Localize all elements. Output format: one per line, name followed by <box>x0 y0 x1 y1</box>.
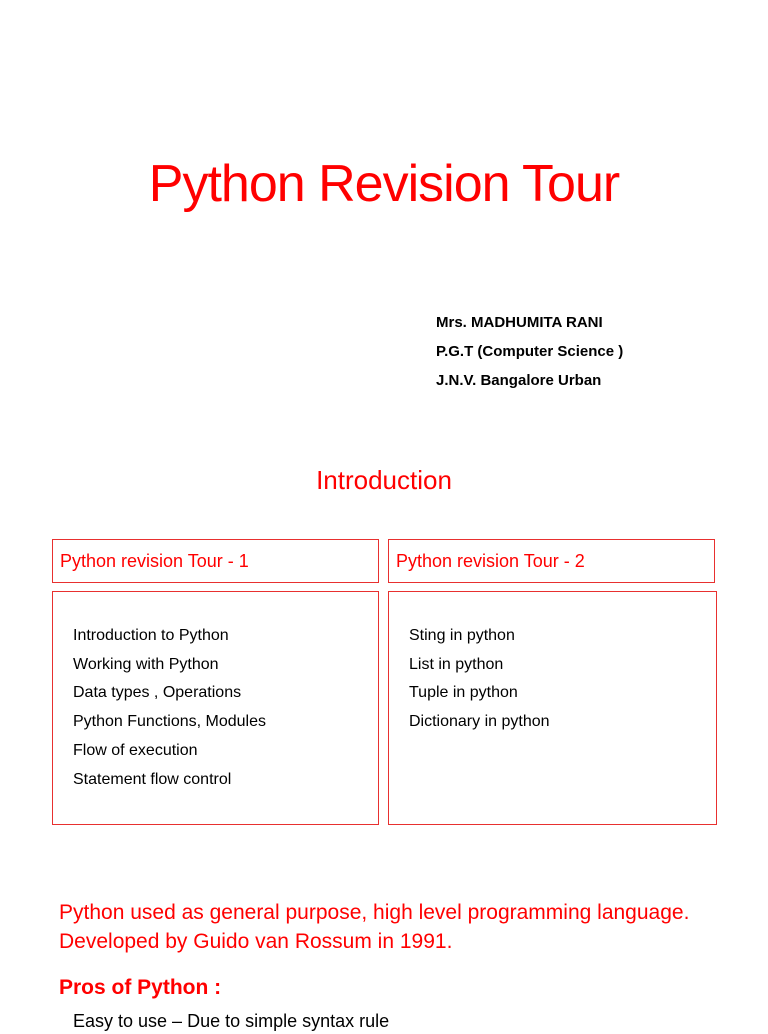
list-item: List in python <box>409 655 504 673</box>
pros-heading: Pros of Python : <box>59 976 222 999</box>
author-designation: P.G.T (Computer Science ) <box>436 343 624 360</box>
page-title: Python Revision Tour <box>148 155 620 213</box>
tour2-header-box <box>388 539 715 583</box>
tour2-topics-list <box>389 592 716 737</box>
list-item: Flow of execution <box>73 741 198 759</box>
tour1-topics-list <box>53 592 378 794</box>
tour1-header: Python revision Tour - 1 <box>60 551 249 571</box>
tour2-header: Python revision Tour - 2 <box>396 551 585 571</box>
list-item: Sting in python <box>409 627 515 644</box>
pros-item: Easy to use – Due to simple syntax rule <box>73 1011 390 1031</box>
author-block <box>436 308 756 395</box>
author-school: J.N.V. Bangalore Urban <box>436 372 602 389</box>
list-item: Working with Python <box>73 655 219 673</box>
list-item: Python Functions, Modules <box>73 713 266 731</box>
intro-paragraph: Python used as general purpose, high level programming language. Developed by Guido van Rossum in 1991. <box>59 901 690 953</box>
tour2-topics-box <box>388 591 717 825</box>
author-name: Mrs. MADHUMITA RANI <box>436 314 603 331</box>
list-item: Dictionary in python <box>409 713 550 731</box>
tour1-header-box <box>52 539 379 583</box>
section-heading: Introduction <box>316 465 452 495</box>
list-item: Statement flow control <box>73 770 232 788</box>
list-item: Data types , Operations <box>73 684 242 702</box>
list-item: Tuple in python <box>409 684 518 702</box>
list-item: Introduction to Python <box>73 627 229 644</box>
tour1-topics-box <box>52 591 379 825</box>
